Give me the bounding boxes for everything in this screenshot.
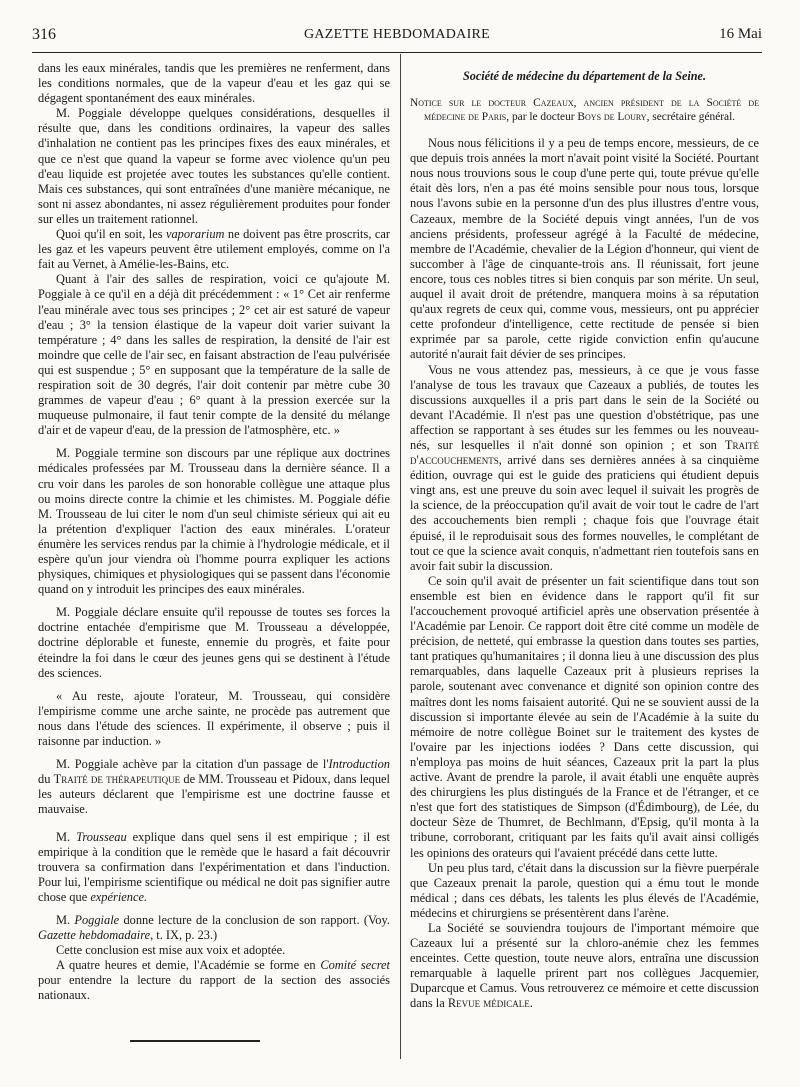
paragraph: La Société se souviendra toujours de l'important mémoire que Cazeaux lui a présenté sur la chloro-anémie chez les femmes enceintes. Cette question, toute neuve alors, entraîna une discussion remarquable à laquelle prirent part nos collègues Jacquemier, Duparcque et Camus. Vous retrouverez ce mémoire et cette discussion dans la Revue médicale. [410,920,759,1011]
speaker-name: Trousseau [76,829,127,844]
paragraph: Un peu plus tard, c'était dans la discussion sur la fièvre puerpérale que Cazeaux prenait la parole, question qui a ému tout le monde médical ; dans ces débats, les talents les plus élevés de l'Académie, médecins et chirurgiens se présentèrent dans l'arène. [410,860,759,920]
issue-date: 16 Mai [719,26,762,42]
paragraph: M. Poggiale développe quelques considérations, desquelles il résulte que, dans les conditions ordinaires, la vapeur des salles d'inhalation ne contient pas les principes fixes des eaux minérales, et que ce n'est que quand la vapeur se forme avec violence qu'un peu d'eau liquide est projetée avec toutes les substances qu'elle contient. Mais ces substances, qui sont entraînées d'une manière mécanique, ne sont ni assez abondantes, ni assez régulièrement produites pour fonder sur elles un traitement rationnel. [38,106,390,226]
article-title-main: Notice sur le docteur Cazeaux, ancien président de la Société de médecine de Paris, [410,97,759,124]
speaker-name: Poggiale [74,912,120,927]
right-column [410,61,759,1012]
left-column [38,61,390,1042]
paragraph: M. Poggiale achève par la citation d'un passage de l'Introduction du Traité de thérapeutique de MM. Trousseau et Pidoux, dans lequel les auteurs déclarent que l'empirisme est une doctrine fausse et mauvaise. [38,757,390,817]
paragraph: Vous ne vous attendez pas, messieurs, à ce que je vous fasse l'analyse de tous les travaux que Cazeaux a publiés, de toutes les discussions auxquelles il a pris part dans le sein de la Société ou devant l'Académie. Il n'est pas une question d'obstétrique, pas une affection se rapportant à ses études sur les femmes ou les nouveau-nés, sur lesquelles il n'ait donné son opinion ; et son Traité d'accouchements, arrivé dans ses dernières années à sa cinquième édition, ouvrage qui est le guide des praticiens qui étudient depuis vingt ans, est une preuve du soin avec lequel il suivait les progrès de la science, de la préoccupation qu'il avait de voir tout le cadre de l'art des accouchements bien rempli ; chaque fois que l'ouvrage était épuisé, il le reproduisait sous des formes nouvelles, le complétant de tout ce que la science avait conquis, n'admettant rien toutefois sans en avoir fait subir la discussion. [410,362,759,573]
paragraph: Nous nous félicitions il y a peu de temps encore, messieurs, de ce que depuis trois années la mort n'avait point visité la Société. Pourtant nous nous trouvions sous le coup d'une perte qui, toute prévue qu'elle était dès lors, n'en a pas été moins sensible pour nous tous, lorsque nous l'avons subie en la personne d'un des plus illustres d'entre vous, Cazeaux, membre de la Société depuis vingt années, l'un de vos anciens présidents, professeur agrégé à la Faculté de médecine, membre de l'Académie, chevalier de la Légion d'honneur, qui vient de succomber à l'âge de cinquante-trois ans. Il réunissait, fort jeune encore, tous ces nobles titres si bien conquis par son mérite. Un seul, auquel il avait droit de prétendre, manquera moins à sa réputation qu'aux regrets de ceux qui, comme vous, messieurs, ont pu apprécier cette profondeur d'intelligence, cette rectitude de pensée si bien exprimée par sa parole, cette rigide conviction enfin qu'aucune autorité n'aurait fait dévier de ses principes. [410,136,759,362]
paragraph: M. Trousseau explique dans quel sens il est empirique ; il est empirique à la condition que le remède que le hasard a fait découvrir trouvera sa confirmation dans l'expérimentation et dans l'induction. Pour lui, l'empirisme scientifique ou médical ne doit pas signifier autre chose que expérience. [38,829,390,904]
book-title: Traité d'accouchements [410,437,759,468]
section-heading: Société de médecine du département de la Seine. [462,69,707,83]
journal-reference: Gazette hebdomadaire [38,928,151,943]
paragraph: A quatre heures et demie, l'Académie se forme en Comité secret pour entendre la lecture du rapport de la section des associés nationaux. [38,958,390,1003]
paragraph: Ce soin qu'il avait de présenter un fait scientifique dans tout son ensemble est bien en évidence dans le rapport qu'il fit sur l'accouchement provoqué artificiel après une observation présentée à l'Académie par Lenoir. Ce rapport doit être cité comme un modèle de précision, de netteté, qui embrasse la question dans toutes ses parties, tant pratiques qu'humanitaires ; il donna lieu à une discussion des plus remarquables, dans laquelle Cazeaux prit à plusieurs reprises la parole, soutenant avec convenance et dignité son opinion contre des maîtres dont les noms faisaient autorité. Qui ne se souvient aussi de la discussion si importante élevée au sein de l'Académie à la suite du mémoire de notre collègue Boinet sur le traitement des kystes de l'ovaire par les injections iodées ? Dans cette discussion, qui n'employa pas moins de huit séances, Cazeaux prit la part la plus active. Avant de prendre la parole, il avait établi une enquête auprès des chirurgiens les plus distingués de la France et de l'étranger, et ce n'est que fort des statistiques de Simpson (d'Édimbourg), de Lée, du docteur Sèze de Thumret, de Bechlmann, d'Epsig, qu'il monta à la tribune, corroborant, critiquant par les faits qu'il avait ainsi colligés les opinions des orateurs qui l'avaient précédé dans cette lutte. [410,573,759,860]
paragraph: M. Poggiale déclare ensuite qu'il repousse de toutes ses forces la doctrine entachée d'empirisme que M. Trousseau a développée, doctrine déplorable et funeste, ennemie du progrès, et faite pour éteindre la foi dans le cœur des jeunes gens qui se destinent à l'étude des sciences. [38,605,390,680]
paragraph: Quant à l'air des salles de respiration, voici ce qu'ajoute M. Poggiale à ce qu'il en a déjà dit précédemment : « 1° Cet air renferme l'eau minérale avec tous ses principes ; 2° cet air est saturé de vapeur d'eau ; 3° la tension élastique de la vapeur doit varier suivant la température ; 4° dans les salles de respiration, la densité de l'air est moindre que celle de l'air sec, en faisant abstraction de l'eau pulvérisée qui est suspendue ; 5° en supposant que la température de la salle de respiration soit de 30 degrés, l'air doit contenir par mètre cube 30 grammes de vapeur d'eau ; 6° quant à la pression exercée sur la muqueuse pulmonaire, il faut tenir compte de la densité du mélange d'air et de vapeur d'eau, de la pression de l'atmosphère, etc. » [38,272,390,438]
end-rule [130,1040,260,1042]
journal-title: GAZETTE HEBDOMADAIRE [303,27,491,42]
column-divider [400,54,401,1059]
emphasis: expérience. [90,889,148,904]
page-header [32,22,762,48]
emphasis: Introduction [328,757,390,772]
paragraph: Quoi qu'il en soit, les vaporarium ne doivent pas être proscrits, car les gaz et les vapeurs peuvent être utilement employés, comme on l'a fait au Vernet, à Amélie-les-Bains, etc. [38,227,390,272]
article-title: Notice sur le docteur Cazeaux, ancien président de la Société de médecine de Paris, par le docteur Boys de Loury, secrétaire général. [410,97,759,124]
paragraph: M. Poggiale termine son discours par une réplique aux doctrines médicales professées par M. Trousseau dans la dernière séance. Il a cru voir dans les paroles de son honorable collègue une attaque plus ou moins directe contre la chimie et les chimistes. M. Poggiale défie M. Trousseau de lui citer le nom d'un seul chimiste sérieux qui ait eu la prétention d'expliquer l'action des eaux minérales. L'orateur énumère les services rendus par la chimie à l'hydrologie médicale, et il espère qu'un jour viendra où l'homme pourra expliquer les actions physiques, chimiques et physiologiques qui se passent dans l'économie quand on y introduit les principes des eaux minérales. [38,446,390,597]
emphasis: vaporarium [165,227,225,242]
page-number: 316 [32,26,56,43]
paragraph: M. Poggiale donne lecture de la conclusion de son rapport. (Voy. Gazette hebdomadaire, t. IX, p. 23.) [38,912,390,943]
paragraph: Cette conclusion est mise aux voix et adoptée. [56,943,286,958]
paragraph: dans les eaux minérales, tandis que les premières ne renferment, dans les conditions normales, que de la vapeur d'eau et les gaz qui se dégagent spontanément des eaux minérales. [38,61,390,106]
article-author: Boys de Loury [577,111,647,124]
emphasis: Comité secret [320,958,390,973]
journal-reference: Revue médicale [447,996,530,1011]
quotation-paragraph: « Au reste, ajoute l'orateur, M. Trousseau, qui considère l'empirisme comme une arche sainte, ne procède pas autrement que nous dans l'étude des sciences. Il expérimente, il observe ; puis il raisonne par induction. » [38,688,390,749]
book-title: Traité de thérapeutique [53,772,181,787]
header-rule [32,52,762,53]
